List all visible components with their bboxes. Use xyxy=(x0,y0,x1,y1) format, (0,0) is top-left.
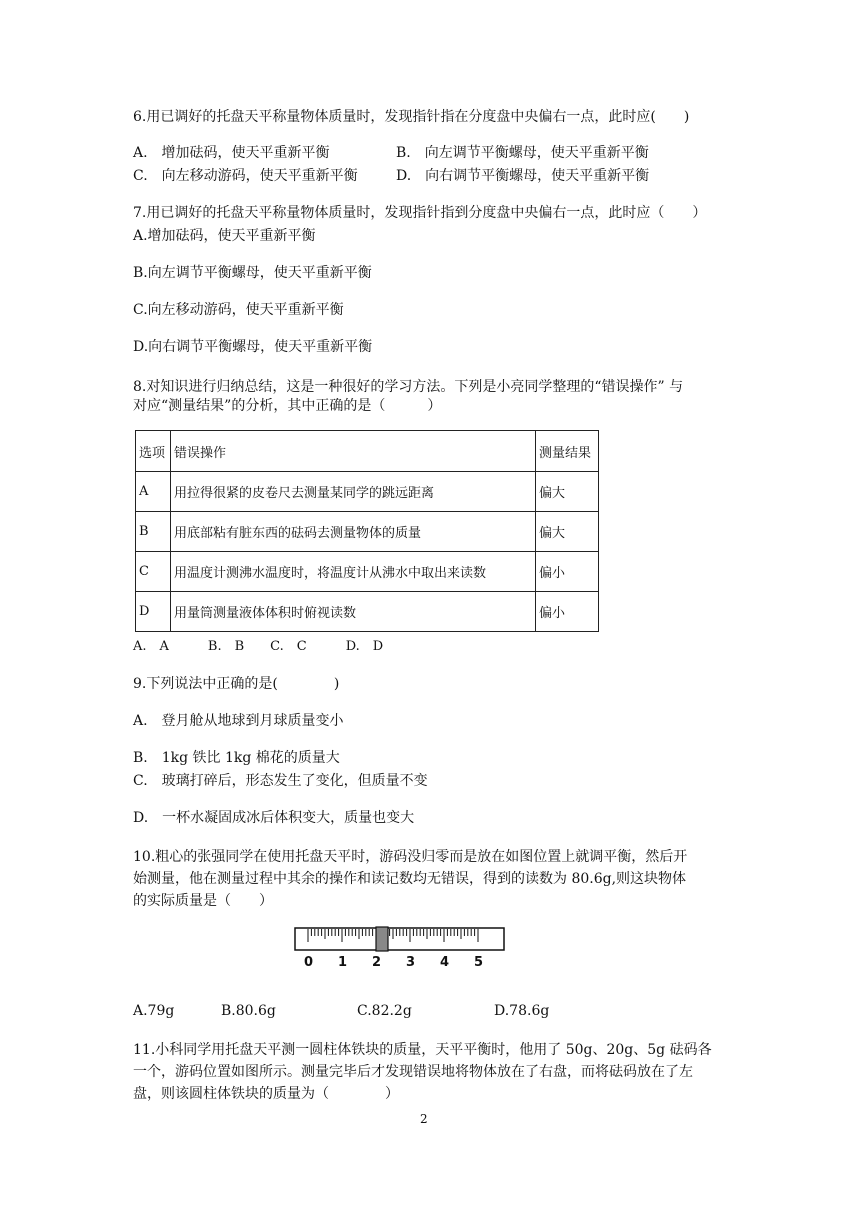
q9-stem: 9.下列说法中正确的是( ) xyxy=(133,676,340,692)
q11-stem-line1: 11.小科同学用托盘天平测一圆柱体铁块的质量，天平平衡时，他用了 50g、20g、5g 砝码各 xyxy=(133,1042,712,1058)
table-header-cell: 选项 xyxy=(136,431,171,472)
q6-option-b: B. 向左调节平衡螺母，使天平重新平衡 xyxy=(396,145,649,161)
scale-label: 3 xyxy=(406,955,416,970)
q8-stem-line1: 8.对知识进行归纳总结，这是一种很好的学习方法。下列是小亮同学整理的“错误操作” 与 xyxy=(133,379,684,395)
q9-option-d: D. 一杯水凝固成冰后体积变大，质量也变大 xyxy=(133,810,415,826)
table-cell: C xyxy=(136,552,171,592)
table-cell: 用量筒测量液体体积时俯视读数 xyxy=(171,592,536,632)
q10-stem-line1: 10.粗心的张强同学在使用托盘天平时，游码没归零而是放在如图位置上就调平衡，然后开 xyxy=(133,849,688,865)
table-header-row xyxy=(136,431,599,472)
table-row xyxy=(136,592,599,632)
scale-label: 5 xyxy=(474,955,484,970)
q9-option-c: C. 玻璃打碎后，形态发生了变化，但质量不变 xyxy=(133,773,428,789)
table-cell: B xyxy=(136,512,171,552)
table-row xyxy=(136,472,599,512)
q10-option-c: C.82.2g xyxy=(357,1003,412,1019)
scale-label: 4 xyxy=(440,955,450,970)
table-cell: 偏大 xyxy=(536,512,599,552)
table-cell: 用拉得很紧的皮卷尺去测量某同学的跳远距离 xyxy=(171,472,536,512)
table-row xyxy=(136,552,599,592)
table-cell: 偏小 xyxy=(536,552,599,592)
q8-table xyxy=(135,430,599,632)
q7-option-a: A.增加砝码，使天平重新平衡 xyxy=(133,228,316,244)
q11-stem-line3: 盘，则该圆柱体铁块的质量为（ ） xyxy=(133,1086,399,1102)
table-header-cell: 测量结果 xyxy=(536,431,599,472)
q6-stem: 6.用已调好的托盘天平称量物体质量时，发现指针指在分度盘中央偏右一点，此时应( ) xyxy=(133,109,690,125)
q10-option-b: B.80.6g xyxy=(221,1003,276,1019)
q6-option-c: C. 向左移动游码，使天平重新平衡 xyxy=(133,168,358,184)
table-row xyxy=(136,512,599,552)
q10-stem-line2: 始测量，他在测量过程中其余的操作和读记数均无错误，得到的读数为 80.6g,则这块物体 xyxy=(133,871,687,887)
table-cell: A xyxy=(136,472,171,512)
table-cell: 用温度计测沸水温度时，将温度计从沸水中取出来读数 xyxy=(171,552,536,592)
q6-option-a: A. 增加砝码，使天平重新平衡 xyxy=(133,145,330,161)
q10-option-a: A.79g xyxy=(133,1003,175,1019)
table-cell: 偏小 xyxy=(536,592,599,632)
table-cell: 用底部粘有脏东西的砝码去测量物体的质量 xyxy=(171,512,536,552)
q10-option-d: D.78.6g xyxy=(494,1003,550,1019)
scale-label: 1 xyxy=(338,955,348,970)
rider-scale-figure xyxy=(294,926,506,974)
q11-stem-line2: 一个，游码位置如图所示。测量完毕后才发现错误地将物体放在了右盘，而将砝码放在了左 xyxy=(133,1064,693,1080)
q8-options: A. A B. B C. C D. D xyxy=(133,639,384,654)
q9-option-b: B. 1kg 铁比 1kg 棉花的质量大 xyxy=(133,750,340,766)
q7-option-d: D.向右调节平衡螺母，使天平重新平衡 xyxy=(133,339,373,355)
table-cell: 偏大 xyxy=(536,472,599,512)
q10-stem-line3: 的实际质量是（ ） xyxy=(133,893,273,909)
table-header-cell: 错误操作 xyxy=(171,431,536,472)
scale-label: 2 xyxy=(372,955,382,970)
scale-label: 0 xyxy=(304,955,314,970)
q6-option-d: D. 向右调节平衡螺母，使天平重新平衡 xyxy=(396,168,650,184)
q7-option-c: C.向左移动游码，使天平重新平衡 xyxy=(133,302,344,318)
q7-stem: 7.用已调好的托盘天平称量物体质量时，发现指针指到分度盘中央偏右一点，此时应（ ） xyxy=(133,205,707,221)
page-number: 2 xyxy=(420,1112,428,1126)
rider-slider xyxy=(376,927,388,951)
q9-option-a: A. 登月舱从地球到月球质量变小 xyxy=(133,713,344,729)
q8-stem-line2: 对应“测量结果”的分析，其中正确的是（ ） xyxy=(133,398,442,414)
q7-option-b: B.向左调节平衡螺母，使天平重新平衡 xyxy=(133,265,372,281)
table-cell: D xyxy=(136,592,171,632)
